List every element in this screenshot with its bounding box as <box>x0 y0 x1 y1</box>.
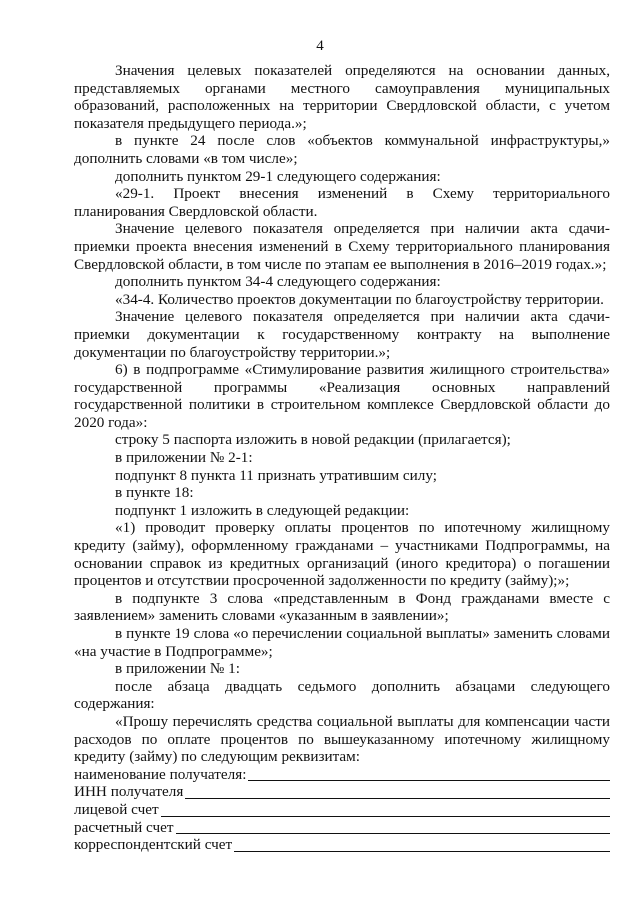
settlement-account-field <box>74 819 610 837</box>
paragraph: в приложении № 2-1: <box>115 449 253 467</box>
paragraph: «Прошу перечислять средства социальной выплаты для компенсации части расходов по оплате процентов по вышеуказанному ипотечному жилищному кредиту (займу) по следующим реквизитам: <box>74 712 610 766</box>
paragraph: дополнить пунктом 29-1 следующего содержания: <box>115 167 441 185</box>
document-body <box>74 62 610 854</box>
paragraph: Значение целевого показателя определяется при наличии акта сдачи-приемки документации к государственному контракту на выполнение документации по благоустройству территории.»; <box>74 308 610 361</box>
correspondent-account-field <box>74 836 610 854</box>
paragraph: подпункт 1 изложить в следующей редакции: <box>115 501 410 519</box>
fill-line <box>161 804 610 817</box>
personal-account-field <box>74 801 610 819</box>
paragraph: после абзаца двадцать седьмого дополнить абзацами следующего содержания: <box>74 677 610 713</box>
paragraph: подпункт 8 пункта 11 признать утратившим силу; <box>115 466 437 484</box>
fill-line <box>185 786 610 799</box>
fill-line <box>176 821 611 834</box>
paragraph: «29-1. Проект внесения изменений в Схему территориального планирования Свердловской области. <box>74 185 610 220</box>
paragraph: «1) проводит проверку оплаты процентов по ипотечному жилищному кредиту (займу), оформленному гражданами – участниками Подпрограммы, на основании справок из кредитных организаций (иного кредитора) о погашении процентов и отсутствии просроченной задолженности по кредиту (займу);»; <box>74 519 610 590</box>
requisites-form <box>74 766 610 854</box>
paragraph: Значения целевых показателей определяются на основании данных, представляемых органами местного самоуправления муниципальных образований, расположенных на территории Свердловской области, с учетом показателя предыдущего периода.»; <box>74 62 610 132</box>
paragraph: дополнить пунктом 34-4 следующего содержания: <box>115 273 441 291</box>
recipient-inn-field <box>74 783 610 801</box>
paragraph: в приложении № 1: <box>115 660 240 678</box>
field-label: наименование получателя: <box>74 765 247 783</box>
page-number: 4 <box>316 38 324 54</box>
field-label: ИНН получателя <box>74 783 184 801</box>
paragraph: в пункте 19 слова «о перечислении социальной выплаты» заменить словами «на участие в Подпрограмме»; <box>74 625 610 660</box>
paragraph: в пункте 24 после слов «объектов коммунальной инфраструктуры,» дополнить словами «в том числе»; <box>74 132 610 167</box>
paragraph: строку 5 паспорта изложить в новой редакции (прилагается); <box>115 431 511 449</box>
field-label: расчетный счет <box>74 818 174 836</box>
paragraph: Значение целевого показателя определяется при наличии акта сдачи-приемки проекта внесения изменений в Схему территориального планирования Свердловской области, в том числе по этапам ее выполнения в 2016–2019 годах.»; <box>74 220 610 273</box>
paragraph: в пункте 18: <box>115 484 194 502</box>
recipient-name-field <box>74 766 610 784</box>
fill-line <box>248 768 610 781</box>
paragraph: в подпункте 3 слова «представленным в Фонд гражданами вместе с заявлением» заменить словами «указанным в заявлении»; <box>74 589 610 625</box>
fill-line <box>234 839 610 852</box>
paragraph: «34-4. Количество проектов документации по благоустройству территории. <box>115 290 604 308</box>
field-label: корреспондентский счет <box>74 836 233 854</box>
paragraph: 6) в подпрограмме «Стимулирование развития жилищного строительства» государственной программы «Реализация основных направлений государственной политики в строительном комплексе Свердловской области до 2020 года»: <box>74 361 610 431</box>
field-label: лицевой счет <box>74 800 159 818</box>
